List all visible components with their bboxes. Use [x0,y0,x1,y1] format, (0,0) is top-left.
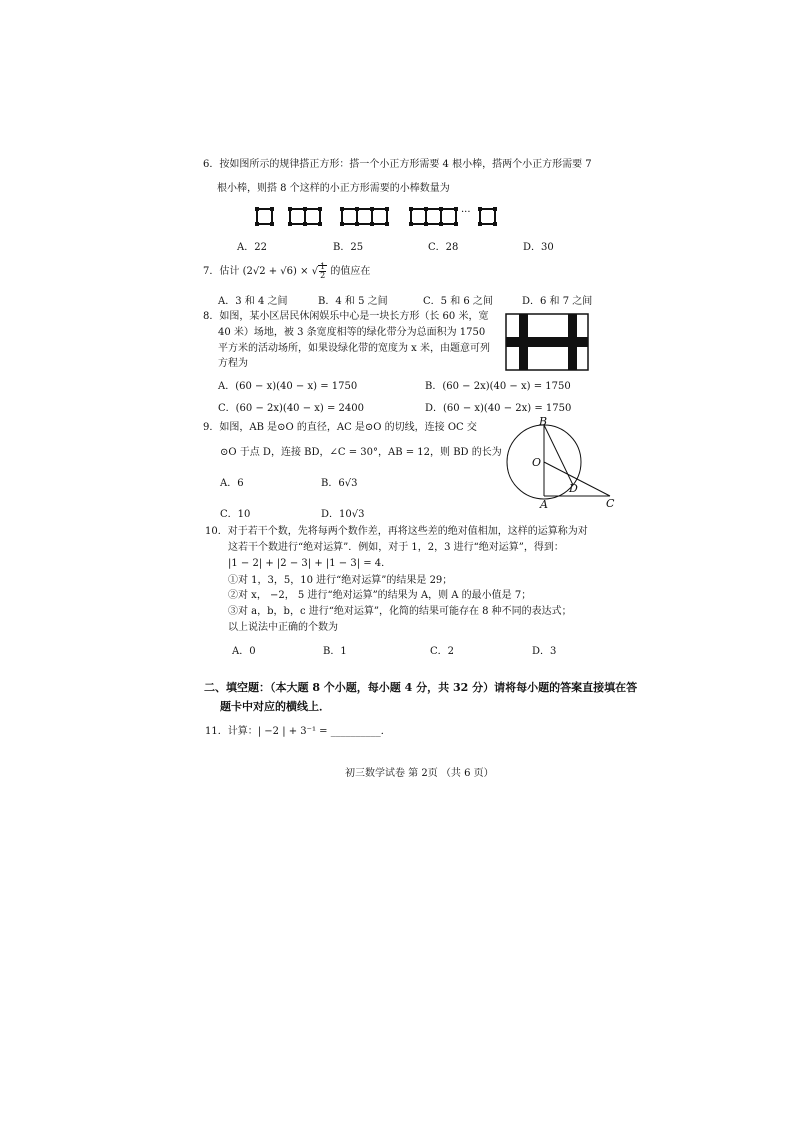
q7-frac-numerator: 1 [320,262,326,271]
q7-frac-denominator: 2 [320,271,326,280]
q9-option-d: D．10√3 [321,509,365,520]
q10-option-b: B．1 [323,646,347,657]
pattern-1-square [257,209,272,224]
q9-line2: ⊙O 于点 D，连接 BD，∠C = 30°，AB = 12，则 BD 的长为 [220,447,502,458]
label-d: D [569,482,578,495]
q10-statement-2: ②对 x， −2， 5 进行“绝对运算”的结果为 A，则 A 的最小值是 7； [228,590,532,601]
section-2-heading-line2: 题卡中对应的横线上． [220,700,330,713]
q8-line1: 8．如图，某小区居民休闲娱乐中心是一块长方形（长 60 米，宽 [203,311,489,322]
q7-sqrt-fraction [318,262,327,280]
q10-statement-1: ①对 1，3，5，10 进行“绝对运算”的结果是 29； [228,575,453,586]
q7-stem [203,263,370,280]
q9-circle-figure [503,415,621,511]
page-footer: 初三数学试卷 第 2页 （共 6 页） [345,768,494,779]
q8-line4: 方程为 [218,358,248,369]
sqrt-sign: √ [311,266,319,277]
q8-line3: 平方米的活动场所，如果设绿化带的宽度为 x 米，由题意可列 [218,343,490,354]
q8-line2: 40 米）场地，被 3 条宽度相等的绿化带分为总面积为 1750 [218,327,486,338]
q6-line2: 根小棒，则搭 8 个这样的小正方形需要的小棒数量为 [217,183,450,194]
q10-option-a: A．0 [232,646,256,657]
pattern-n-squares [411,209,456,224]
q6-square-pattern-figure [250,204,500,228]
q6-option-c: C．28 [428,242,459,253]
q10-line2: 这若干个数进行“绝对运算”．例如，对于 1，2，3 进行“绝对运算”，得到： [228,542,564,553]
pattern-ellipsis: ··· [461,207,471,218]
q11 [205,726,391,738]
q10-statement-3: ③对 a，b，b，c 进行“绝对运算”，化简的结果可能存在 8 种不同的表达式； [228,606,572,617]
q11-text: 11．计算：| −2 | + 3⁻¹ = [205,726,328,737]
label-a: A [540,498,548,511]
q8-option-a: A．(60 − x)(40 − x) = 1750 [218,381,358,392]
q9-option-c: C．10 [220,509,251,520]
q8-option-c: C．(60 − 2x)(40 − x) = 2400 [218,403,365,414]
q8-option-b: B．(60 − 2x)(40 − x) = 1750 [425,381,571,392]
q11-end: ． [380,726,391,737]
q8-field-figure [505,313,589,371]
q10-line1: 10．对于若干个数，先将每两个数作差，再将这些差的绝对值相加，这样的运算称为对 [205,526,588,537]
green-belt-right [568,314,577,370]
q6-option-a: A．22 [237,242,267,253]
label-c: C [606,497,615,510]
label-o: O [532,456,542,469]
q7-option-d: D．6 和 7 之间 [522,296,593,307]
q7-option-c: C．5 和 6 之间 [423,296,493,307]
q6-option-b: B．25 [333,242,364,253]
q9-option-b: B．6√3 [321,478,358,489]
section-2-heading: 二、填空题：（本大题 8 个小题，每小题 4 分，共 32 分）请将每小题的答案直接填在答 [204,681,638,694]
pattern-3-squares [342,209,387,224]
q11-answer-blank[interactable]: __________ [330,726,381,737]
q7-option-a: A．3 和 4 之间 [218,296,288,307]
q6-line1: 6．按如图所示的规律搭正方形：搭一个小正方形需要 4 根小棒，搭两个小正方形需要 7 [203,159,592,170]
q6-option-d: D．30 [523,242,554,253]
q9-option-a: A．6 [220,478,244,489]
q8-option-d: D．(60 − x)(40 − 2x) = 1750 [425,403,572,414]
q10-line7: 以上说法中正确的个数为 [228,622,338,633]
q7-option-b: B．4 和 5 之间 [318,296,388,307]
q10-option-d: D．3 [532,646,557,657]
green-belt-left [519,314,528,370]
q9-line1: 9．如图，AB 是⊙O 的直径，AC 是⊙O 的切线，连接 OC 交 [203,422,477,433]
q7-prefix: 7．估计 [203,266,240,277]
label-b: B [539,415,548,428]
q10-line3: |1 − 2| + |2 − 3| + |1 − 3| = 4． [228,558,392,569]
q7-suffix: 的值应在 [330,266,371,277]
q10-option-c: C．2 [430,646,455,657]
q7-expression: (2√2 + √6) × [242,266,309,277]
